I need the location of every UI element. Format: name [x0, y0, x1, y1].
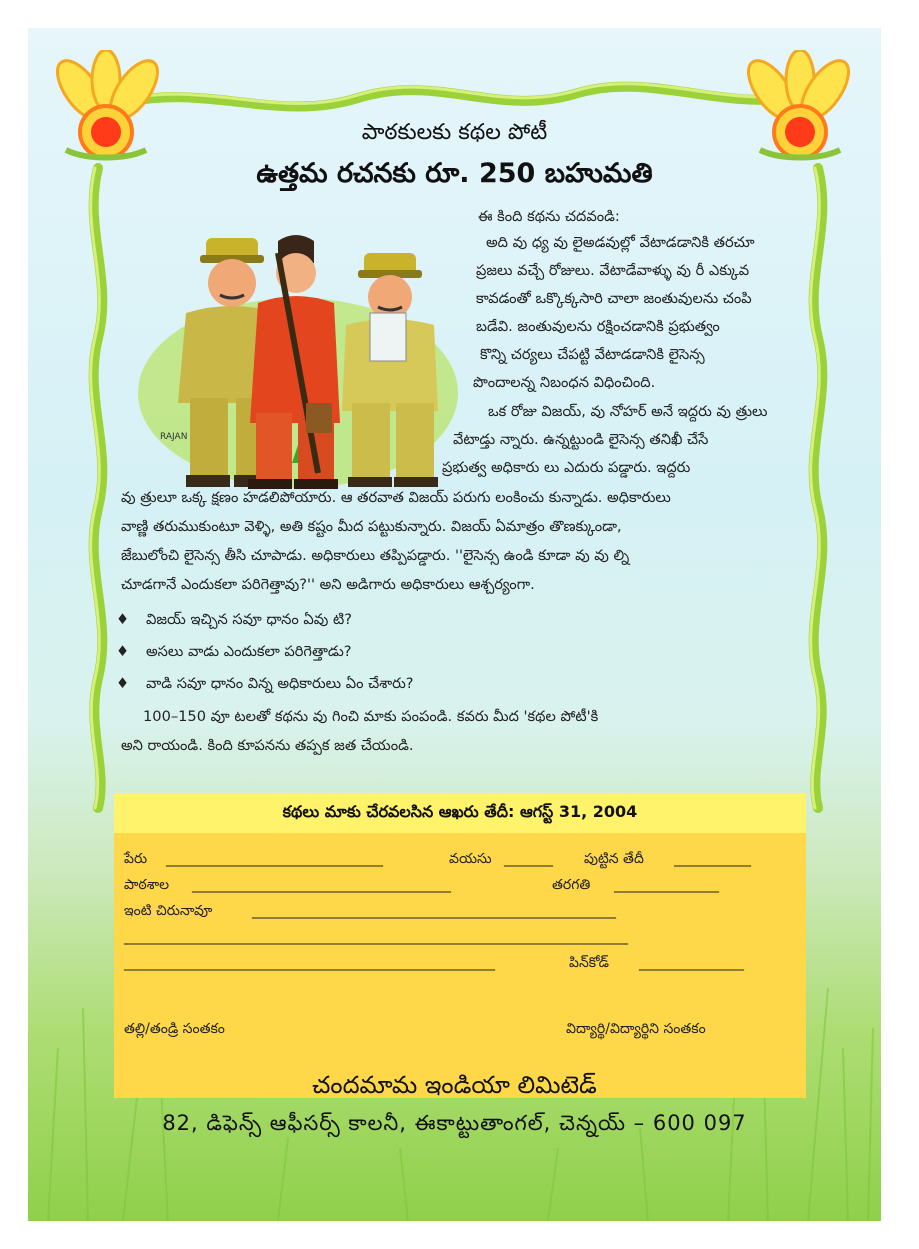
story-line: వేటాడ్తు న్నారు. ఉన్నట్టుండి లైసెన్స తనిఖీ చేసే	[453, 431, 709, 448]
flower-ornament-left	[46, 50, 166, 170]
school-field[interactable]: _____________________________________	[192, 877, 451, 893]
instruction-line: అని రాయండి. కింది కూపనను తప్పక జత చేయండి.	[121, 737, 414, 754]
police-hunter-illustration	[128, 213, 468, 503]
question-item: వాడి సవూ ధానం విన్న అధికారులు ఏం చేశారు?	[146, 675, 414, 692]
flower-ornament-right	[740, 50, 860, 170]
contest-page	[28, 28, 881, 1221]
question-item: అసలు వాడు ఎందుకలా పరిగెత్తాడు?	[146, 643, 352, 660]
question-bullet: ♦	[116, 675, 130, 692]
question-bullet: ♦	[116, 643, 130, 660]
school-label: పాఠశాల	[124, 877, 170, 893]
age-field[interactable]: _______	[504, 851, 553, 867]
story-line: వు త్రులూ ఒక్క క్షణం హడలిపోయారు. ఆ తరవాత విజయ్ పరుగు లంకించు కున్నాడు. అధికారులు	[121, 489, 671, 506]
publisher-name: చందమామ ఇండియా లిమిటెడ్	[312, 1071, 597, 1099]
right-officer	[342, 253, 438, 487]
artist-signature: RAJAN	[160, 432, 188, 442]
story-line: జేబులోంచి లైసెన్స తీసి చూపాడు. అధికారులు తప్పిపడ్డారు. ''లైసెన్స ఉండి కూడా వు వు ల్ని	[121, 547, 630, 564]
deadline-banner: కథలు మాకు చేరవలసిన ఆఖరు తేదీ: ఆగస్ట్ 31, 2004	[114, 793, 806, 833]
class-label: తరగతి	[552, 877, 591, 893]
pincode-field[interactable]: _______________	[639, 955, 744, 971]
contest-title: పాఠకులకు కథల పోటీ	[361, 120, 548, 145]
age-label: వయసు	[449, 851, 492, 867]
parent-signature-label: తల్లి/తండ్రి సంతకం	[124, 1021, 225, 1037]
publisher-address: 82, డిఫెన్స్ ఆఫీసర్స్ కాలనీ, ఈకాట్టుతాంగల్, చెన్నయ్ – 600 097	[162, 1111, 747, 1135]
story-line: కావడంతో ఒక్కొక్కసారి చాలా జంతువులను చంపి	[476, 290, 752, 307]
address-field-line2[interactable]: ________________________________________________________________________	[124, 929, 628, 945]
name-label: పేరు	[124, 851, 148, 867]
story-line: పొందాలన్న నిబంధన విధించింది.	[473, 374, 656, 391]
dob-field[interactable]: ___________	[674, 851, 751, 867]
story-line: ప్రభుత్వ అధికారు లు ఎదురు పడ్డారు. ఇద్దరు	[442, 459, 691, 476]
story-line: కొన్ని చర్యలు చేపట్టి వేటాడడానికి లైసెన్స	[480, 346, 705, 363]
story-line: బడేవి. జంతువులను రక్షించడానికి ప్రభుత్వం	[476, 318, 720, 335]
entry-coupon	[114, 793, 806, 1098]
class-field[interactable]: _______________	[614, 877, 719, 893]
question-bullet: ♦	[116, 611, 130, 628]
story-line: అది వు ధ్య వు లైఅడవుల్లో వేటాడడానికి తరచూ	[486, 234, 755, 251]
instruction-line: 100–150 వూ టలతో కథను వు గించి మాకు పంపండి. కవరు మీద 'కథల పోటీ'కి	[143, 708, 599, 725]
question-item: విజయ్ ఇచ్చిన సవూ ధానం ఏవు టి?	[146, 611, 353, 628]
story-line: వాణ్ణి తరుముకుంటూ వెళ్ళి, అతి కష్టం మీద పట్టుకున్నారు. విజయ్ ఏమాత్రం తొణక్కుండా,	[121, 518, 622, 535]
address-label: ఇంటి చిరునావూ	[124, 903, 213, 919]
story-line: చూడగానే ఎందుకలా పరిగెత్తావు?'' అని అడిగారు అధికారులు ఆశ్చర్యంగా.	[121, 576, 535, 593]
student-signature-label: విద్యార్థి/విద్యార్థిని సంతకం	[566, 1021, 706, 1037]
address-field-line3[interactable]: _____________________________________________________	[124, 955, 495, 971]
name-field[interactable]: _______________________________	[166, 851, 383, 867]
prize-title: ఉత్తమ రచనకు రూ. 250 బహుమతి	[256, 158, 653, 189]
story-intro: ఈ కింది కథను చదవండి:	[478, 208, 620, 225]
story-line: ప్రజలు వచ్చే రోజులు. వేటాడేవాళ్ళు వు రీ ఎక్కువ	[476, 262, 750, 279]
address-field[interactable]: ____________________________________________________	[252, 903, 616, 919]
pincode-label: పిన్‌కోడ్	[569, 955, 610, 971]
dob-label: పుట్టిన తేదీ	[584, 851, 644, 867]
story-line: ఒక రోజు విజయ్, వు నోహర్ అనే ఇద్దరు వు త్రులు	[488, 403, 768, 420]
